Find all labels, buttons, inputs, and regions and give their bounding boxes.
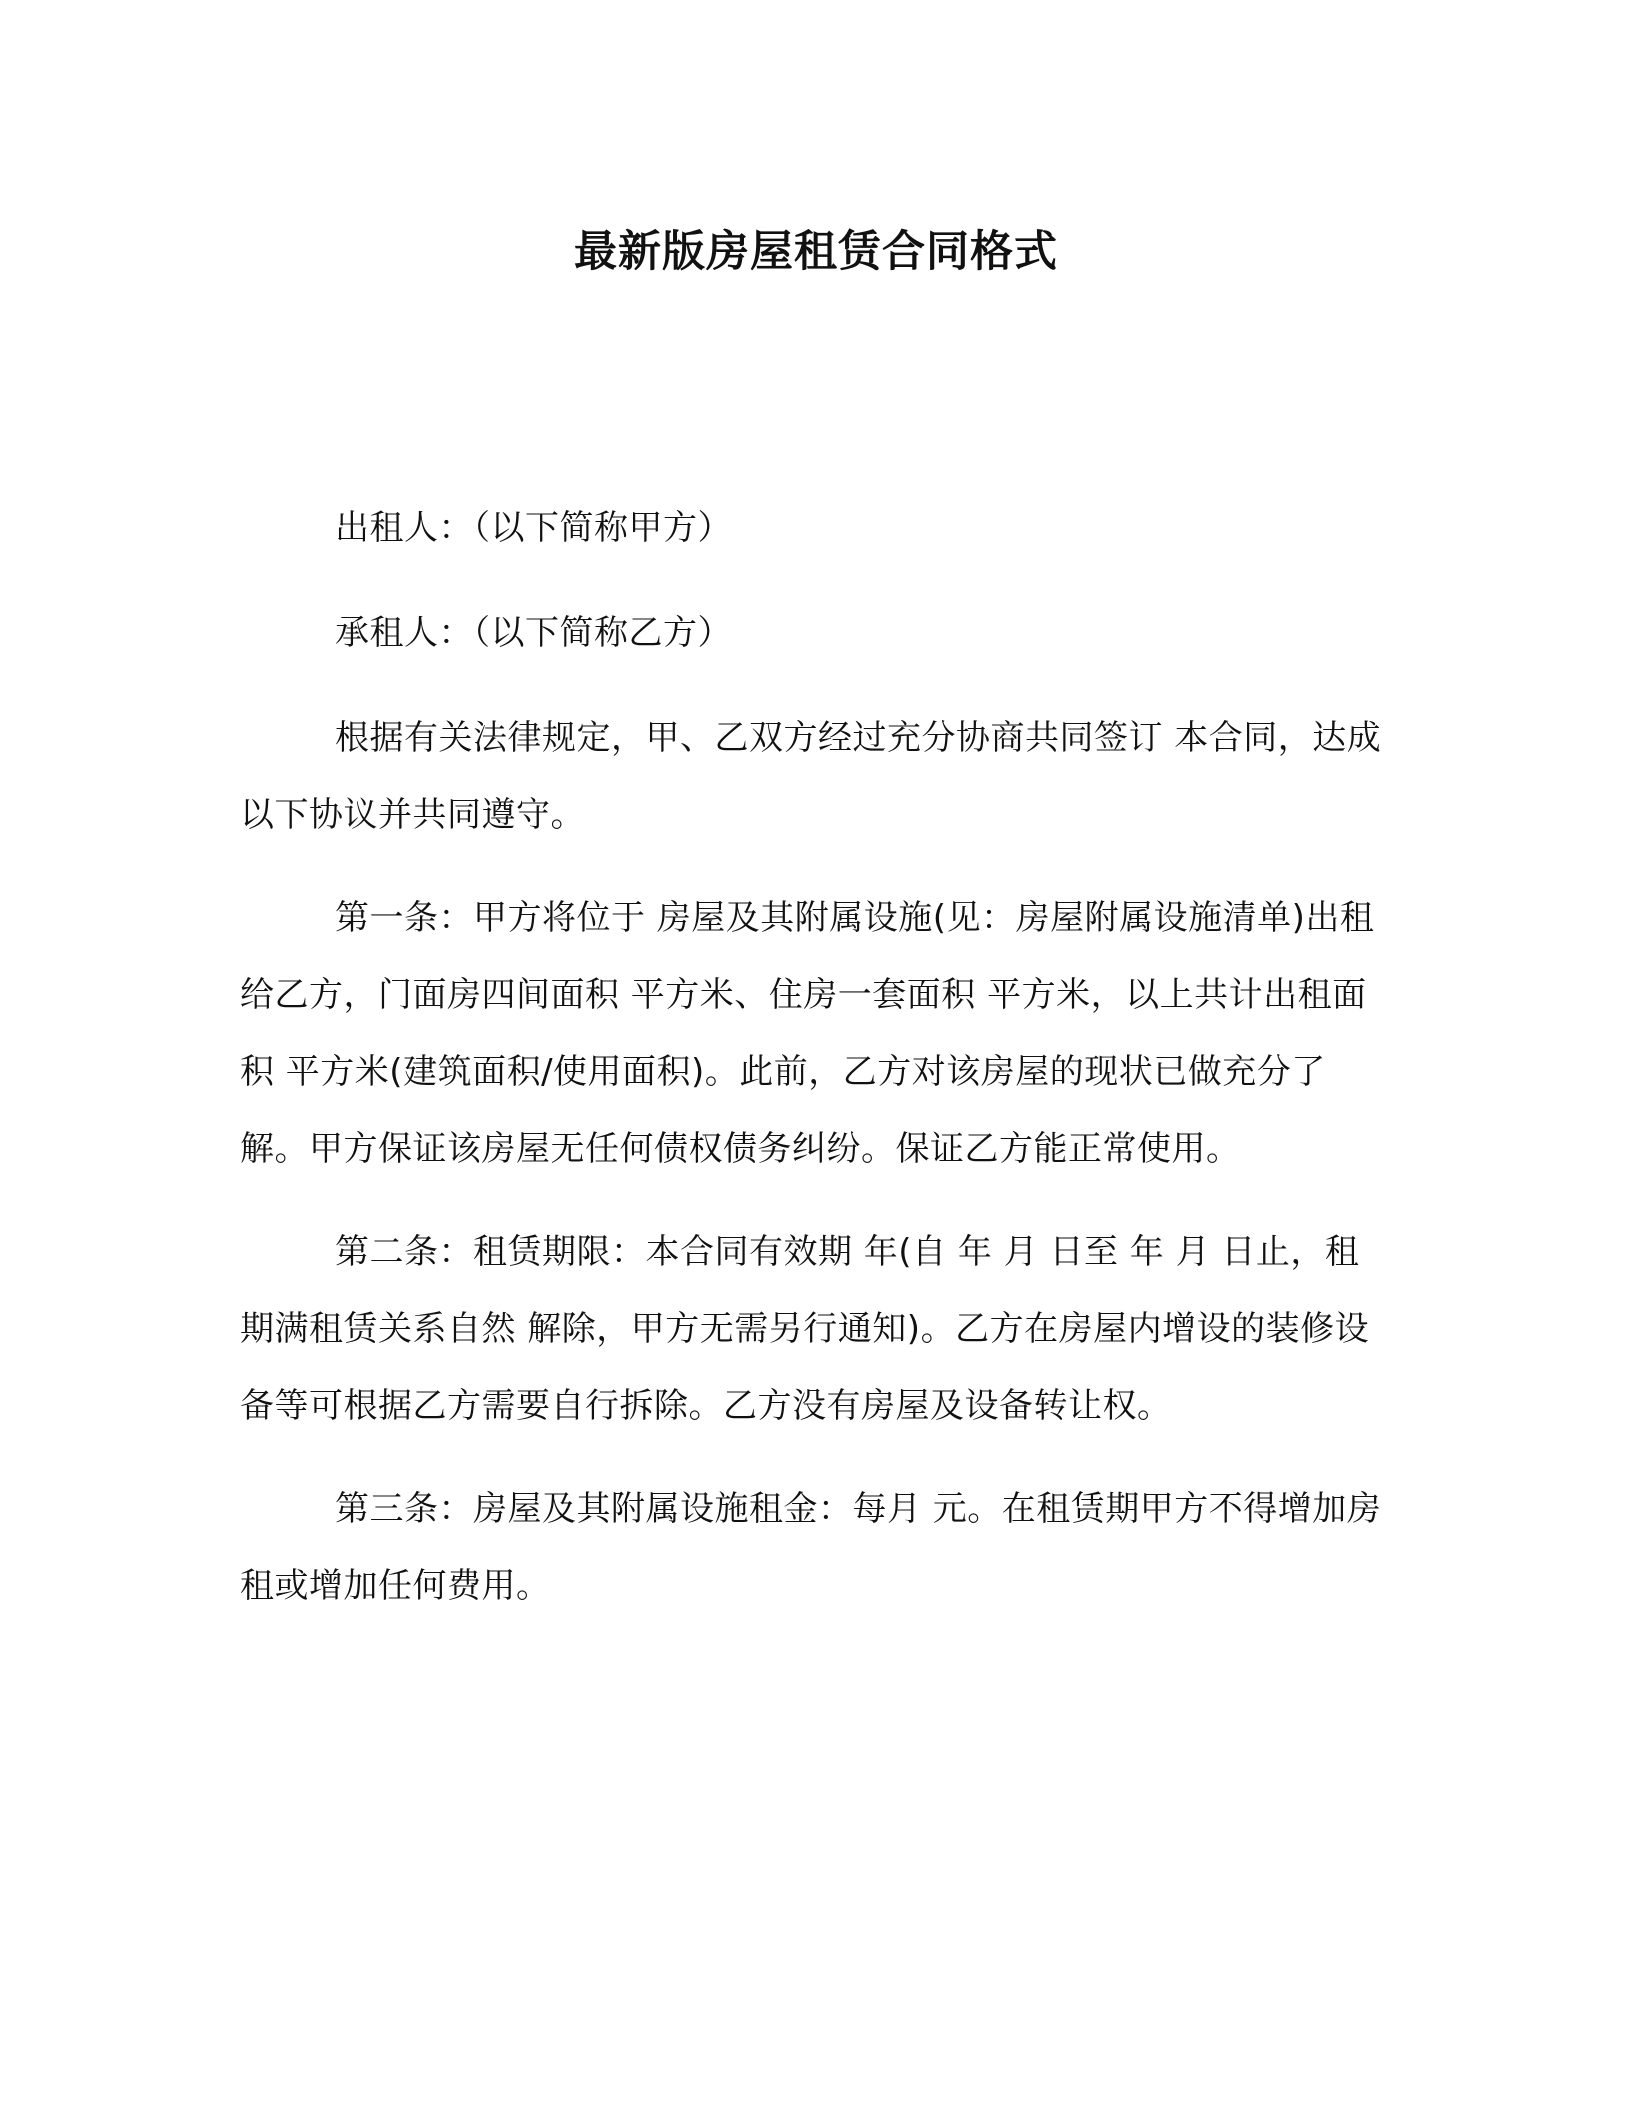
lessor-line: 出租人：（以下简称甲方） xyxy=(335,508,732,548)
lessee-line: 承租人：（以下简称乙方） xyxy=(335,613,732,653)
document-title: 最新版房屋租赁合同格式 xyxy=(574,227,1058,277)
article-3-paragraph: 第三条：房屋及其附属设施租金：每月 元。在租赁期甲方不得增加房租或增加任何费用。 xyxy=(240,1489,1382,1606)
article-1-paragraph: 第一条：甲方将位于 房屋及其附属设施(见：房屋附属设施清单)出租给乙方，门面房四间面积 平方米、住房一套面积 平方米，以上共计出租面积 平方米(建筑面积/使用面积)。此前，乙方对该房屋的现状已做充分了解。甲方保证该房屋无任何债权债务纠纷。保证乙方能正常使用。 xyxy=(240,898,1375,1169)
preamble-paragraph: 根据有关法律规定，甲、乙双方经过充分协商共同签订 本合同，达成以下协议并共同遵守。 xyxy=(240,718,1382,835)
article-2-paragraph: 第二条：租赁期限：本合同有效期 年(自 年 月 日至 年 月 日止，租期满租赁关系自然 解除，甲方无需另行通知)。乙方在房屋内增设的装修设备等可根据乙方需要自行拆除。乙方没有房屋及设备转让权。 xyxy=(240,1232,1370,1426)
document-body xyxy=(240,490,1385,1651)
